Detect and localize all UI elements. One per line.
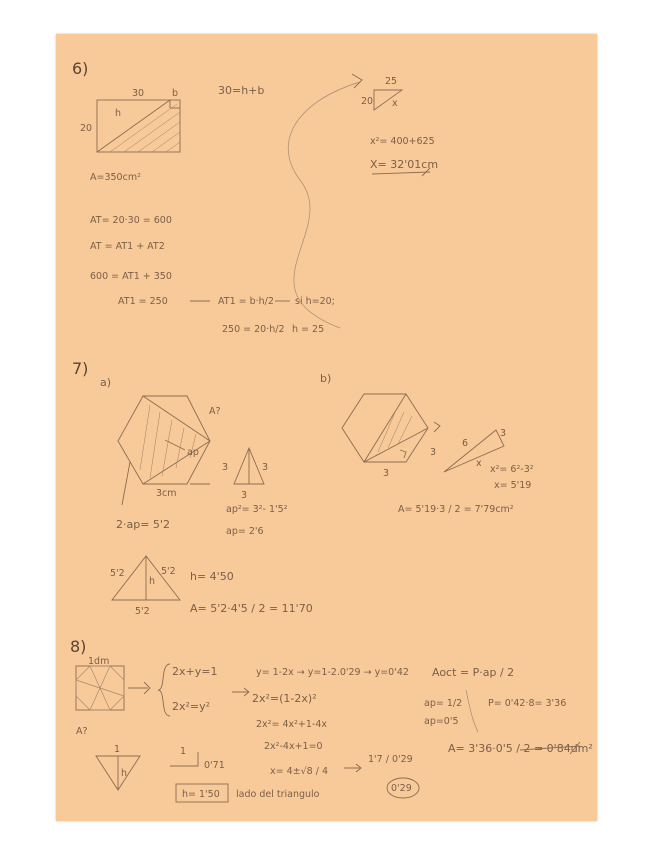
p7b-tri-base: 5'2 bbox=[135, 606, 150, 617]
p8-quad: 2x²-4x+1=0 bbox=[264, 741, 323, 752]
p6-t1-solve: 250 = 20·h/2 bbox=[222, 324, 285, 335]
p6-top-side: 30 bbox=[132, 88, 145, 99]
p6-left-side: 20 bbox=[80, 123, 93, 134]
p8-sub-eq: 2x²=(1-2x)² bbox=[252, 692, 317, 705]
p7b-h-label: h bbox=[149, 576, 156, 587]
p8-h-result: h= 1'50 bbox=[182, 789, 220, 800]
p8-root: x= 4±√8 / 4 bbox=[270, 766, 328, 777]
p7a-side: 3cm bbox=[156, 488, 177, 499]
p8-tri-one2: 1 bbox=[180, 746, 187, 757]
p8-square-figure bbox=[76, 666, 124, 710]
problem-7-number: 7) bbox=[72, 359, 89, 378]
p8-eq2: 2x²=y² bbox=[172, 700, 211, 713]
p7b-pyth: x²= 6²-3² bbox=[490, 464, 534, 475]
p7a-ap-label: ap bbox=[187, 447, 199, 458]
p7-part-a: a) bbox=[100, 376, 112, 389]
p8-bottom-triangle-1 bbox=[96, 756, 140, 790]
p6-top-b: b bbox=[172, 88, 179, 99]
p7b-x-value: x= 5'19 bbox=[494, 480, 532, 491]
p7b-area: A= 5'2·4'5 / 2 = 11'70 bbox=[190, 602, 313, 615]
p6-h-result: h = 25 bbox=[292, 324, 325, 335]
problem-8-number: 8) bbox=[70, 637, 87, 656]
p7a-tri-base: 3 bbox=[241, 490, 248, 501]
p6-inner-h: h bbox=[115, 108, 122, 119]
p6-connector-arrow bbox=[288, 82, 360, 328]
p8-arrow-2 bbox=[232, 688, 249, 696]
p7b-tri-six: 6 bbox=[462, 438, 469, 449]
p6-x-result: X= 32'01cm bbox=[370, 158, 439, 171]
p6-small-triangle bbox=[374, 90, 402, 110]
p7-part-b: b) bbox=[320, 372, 332, 385]
p7b-tri-x: x bbox=[476, 458, 482, 469]
p6-area-total: AT= 20·30 = 600 bbox=[90, 215, 172, 226]
p7a-ap-result: ap= 2'6 bbox=[226, 526, 264, 537]
p6-t1-sub: si h=20; bbox=[295, 296, 335, 307]
p8-expand: 2x²= 4x²+1-4x bbox=[256, 719, 328, 730]
p8-eq1: 2x+y=1 bbox=[172, 665, 218, 678]
p8-system-brace bbox=[158, 664, 170, 716]
p7a-tri-left: 3 bbox=[222, 462, 229, 473]
p8-tri-one: 1 bbox=[114, 744, 121, 755]
p8-arrow-3 bbox=[344, 764, 361, 772]
p6-t1-value: AT1 = 250 bbox=[118, 296, 168, 307]
p6-t1-formula: AT1 = b·h/2 bbox=[218, 296, 274, 307]
p7b-h-value: h= 4'50 bbox=[190, 570, 234, 583]
p7b-hexagon-figure bbox=[342, 394, 440, 462]
p6-area-shaded: A=350cm² bbox=[90, 172, 141, 183]
p7b-area: A= 5'19·3 / 2 = 7'79cm² bbox=[398, 504, 514, 515]
p8-h-note: lado del triangulo bbox=[236, 789, 320, 800]
p6-rectangle-figure bbox=[97, 100, 180, 152]
p6-area-sum: AT = AT1 + AT2 bbox=[90, 241, 165, 252]
p6-tri-x: x bbox=[392, 98, 398, 109]
p6-area-eq: 600 = AT1 + 350 bbox=[90, 271, 172, 282]
p8-sub-y: y= 1-2x → y=1-2.0'29 → y=0'42 bbox=[256, 667, 409, 678]
p7a-tri-right: 3 bbox=[262, 462, 269, 473]
p7b-hex-side: 3 bbox=[383, 468, 390, 479]
p7b-hex-side2: 3 bbox=[430, 447, 437, 458]
p6-relation: 30=h+b bbox=[218, 84, 265, 97]
problem-6-number: 6) bbox=[72, 59, 89, 78]
p8-area-result: A= 3'36·0'5 / 2 = 0'84dm² bbox=[448, 742, 593, 755]
p7a-triangle-figure bbox=[234, 448, 264, 484]
p8-x-circle: 0'29 bbox=[391, 783, 412, 794]
p8-side-label: 1dm bbox=[88, 656, 110, 667]
p8-area-oct: Aoct = P·ap / 2 bbox=[432, 666, 515, 679]
p7b-tri-three: 3 bbox=[500, 428, 507, 439]
p7a-pyth: ap²= 3²- 1'5² bbox=[226, 504, 288, 515]
p6-pyth: x²= 400+625 bbox=[370, 136, 435, 147]
p7b-tri-left: 5'2 bbox=[110, 568, 125, 579]
p8-arrow-1 bbox=[128, 682, 150, 694]
p8-perimeter: P= 0'42·8= 3'36 bbox=[488, 698, 567, 709]
p7a-question: A? bbox=[209, 406, 221, 417]
p6-tri-left: 20 bbox=[361, 96, 374, 107]
p8-x-options: 1'7 / 0'29 bbox=[368, 754, 413, 765]
p8-question: A? bbox=[76, 726, 88, 737]
p8-tri-h: h bbox=[121, 768, 128, 779]
p8-ap-val: ap=0'5 bbox=[424, 716, 459, 727]
p8-tri-071: 0'71 bbox=[204, 760, 225, 771]
p6-tri-top: 25 bbox=[385, 76, 398, 87]
p6-arrow-head bbox=[352, 74, 362, 88]
p8-curve-arrow bbox=[466, 690, 478, 732]
p8-ap-half: ap= 1/2 bbox=[424, 698, 463, 709]
p7b-tri-right: 5'2 bbox=[161, 566, 176, 577]
p7a-two-ap: 2·ap= 5'2 bbox=[116, 518, 170, 531]
